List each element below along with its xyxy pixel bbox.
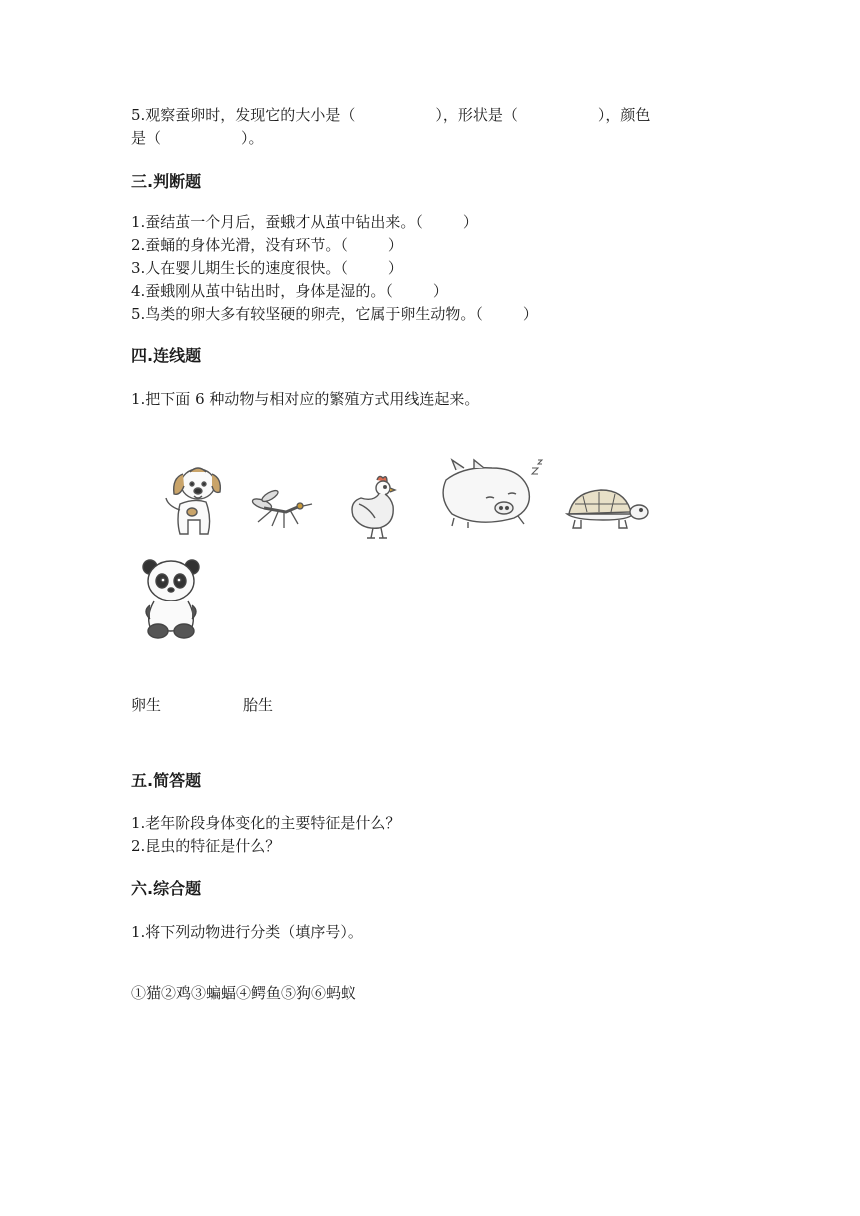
true-false-item <box>131 234 403 256</box>
item-text: 4.蚕蛾刚从茧中钻出时，身体是湿的。（ <box>131 282 393 300</box>
q5-text-e: ）。 <box>241 129 264 147</box>
section-heading-comprehensive: 六.综合题 <box>131 879 202 898</box>
item-close: ） <box>387 236 403 254</box>
item-text: 5.鸟类的卵大多有较坚硬的卵壳，它属于卵生动物。（ <box>131 305 483 323</box>
short-answer-item: 1.老年阶段身体变化的主要特征是什么？ <box>131 814 401 832</box>
pig-picture <box>434 458 546 528</box>
panda-picture <box>140 555 204 641</box>
item-close: ） <box>387 259 403 277</box>
section-heading-matching: 四.连线题 <box>131 346 202 365</box>
section-heading-true-false: 三.判断题 <box>131 172 202 191</box>
q5-text-d: 是（ <box>131 129 162 147</box>
animal-list: ①猫②鸡③蝙蝠④鳄鱼⑤狗⑥蚂蚁 <box>131 984 357 1002</box>
option-viviparous: 胎生 <box>243 696 274 714</box>
q5-text-c: ），颜色 <box>597 106 651 124</box>
q5-text-a: 5.观察蚕卵时，发现它的大小是（ <box>131 106 356 124</box>
item-text: 1.蚕结茧一个月后，蚕蛾才从茧中钻出来。（ <box>131 213 423 231</box>
fill-question-5-line1 <box>131 104 650 126</box>
item-text: 3.人在婴儿期生长的速度很快。（ <box>131 259 348 277</box>
true-false-item <box>131 211 478 233</box>
comprehensive-question: 1.将下列动物进行分类（填序号）。 <box>131 923 363 941</box>
section-heading-short-answer: 五.简答题 <box>131 771 202 790</box>
true-false-item <box>131 280 448 302</box>
item-close: ） <box>522 305 538 323</box>
chicken-picture <box>343 472 405 542</box>
fill-question-5-line2 <box>131 127 264 149</box>
item-close: ） <box>432 282 448 300</box>
true-false-item <box>131 257 403 279</box>
option-oviparous: 卵生 <box>131 696 162 714</box>
item-text: 2.蚕蛹的身体光滑，没有环节。（ <box>131 236 348 254</box>
turtle-picture <box>563 484 649 534</box>
mosquito-picture <box>248 482 314 532</box>
q5-text-b: ），形状是（ <box>435 106 518 124</box>
dog-picture <box>158 460 228 542</box>
short-answer-item: 2.昆虫的特征是什么？ <box>131 837 281 855</box>
true-false-item <box>131 303 538 325</box>
item-close: ） <box>462 213 478 231</box>
matching-question: 1.把下面 6 种动物与相对应的繁殖方式用线连起来。 <box>131 390 480 408</box>
